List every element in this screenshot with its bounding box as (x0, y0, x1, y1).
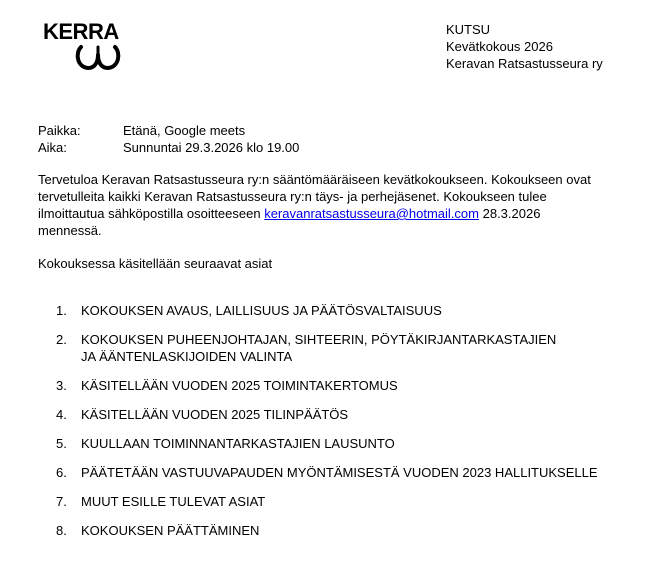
agenda-item-text: KUULLAAN TOIMINNANTARKASTAJIEN LAUSUNTO (81, 436, 395, 451)
intro-paragraph (38, 171, 598, 239)
agenda-item-text: PÄÄTETÄÄN VASTUUVAPAUDEN MYÖNTÄMISESTÄ VUODEN 2023 HALLITUKSELLE (81, 465, 598, 480)
agenda-item-text-line1: KOKOUKSEN PUHEENJOHTAJAN, SIHTEERIN, PÖYTÄKIRJANTARKASTAJIEN (81, 332, 557, 347)
agenda-item (56, 377, 598, 394)
agenda-item-text: KÄSITELLÄÄN VUODEN 2025 TILINPÄÄTÖS (81, 407, 349, 422)
agenda-item-number: 5. (56, 436, 67, 451)
intro-deadline-text: 28.3.2026 mennessä. (38, 206, 541, 238)
agenda-item-text: MUUT ESILLE TULEVAT ASIAT (81, 494, 266, 509)
agenda-item (56, 493, 598, 510)
organization-logo (43, 21, 143, 73)
agenda-item-text: KOKOUKSEN AVAUS, LAILLISUUS JA PÄÄTÖSVALTAISUUS (81, 303, 442, 318)
agenda-item-text: KÄSITELLÄÄN VUODEN 2025 TOIMINTAKERTOMUS (81, 378, 398, 393)
agenda-item (56, 435, 598, 452)
agenda-item-number: 1. (56, 303, 67, 318)
time-value: Sunnuntai 29.3.2026 klo 19.00 (123, 140, 300, 155)
agenda-item (56, 464, 598, 481)
agenda-item-number: 4. (56, 407, 67, 422)
agenda-list (56, 302, 598, 551)
place-value: Etänä, Google meets (123, 123, 246, 138)
agenda-item (56, 302, 598, 319)
agenda-item (56, 522, 598, 539)
time-row (38, 139, 299, 156)
meeting-details (38, 122, 299, 156)
agenda-item-text-line2: JA ÄÄNTENLASKIJOIDEN VALINTA (81, 349, 293, 364)
agenda-item-number: 8. (56, 523, 67, 538)
horseshoe-icon (75, 43, 121, 71)
document-header (446, 21, 603, 72)
email-link[interactable]: keravanratsastusseura@hotmail.com (264, 206, 479, 221)
time-label: Aika: (38, 140, 67, 155)
header-organization: Keravan Ratsastusseura ry (446, 56, 603, 71)
logo-wordmark: KERRA (43, 19, 119, 44)
header-meeting-name: Kevätkokous 2026 (446, 39, 553, 54)
agenda-item-text (81, 331, 556, 365)
agenda-item (56, 406, 598, 423)
agenda-item-text: KOKOUKSEN PÄÄTTÄMINEN (81, 523, 260, 538)
place-label: Paikka: (38, 123, 81, 138)
agenda-item-number: 7. (56, 494, 67, 509)
intro-text: Tervetuloa Keravan Ratsastusseura ry:n sääntömääräiseen kevätkokoukseen. Kokoukseen ovat tervetulleita kaikki Keravan Ratsastusseura ry:n täys- ja perhejäsenet. Kokoukseen tulee ilmoittautua sähköpostilla osoitteeseen (38, 172, 591, 221)
place-row (38, 122, 299, 139)
agenda-lead-text: Kokouksessa käsitellään seuraavat asiat (38, 256, 273, 271)
agenda-item-number: 3. (56, 378, 67, 393)
header-doc-type: KUTSU (446, 22, 491, 37)
agenda-item-number: 6. (56, 465, 67, 480)
agenda-item-number: 2. (56, 332, 67, 347)
agenda-item (56, 331, 598, 365)
